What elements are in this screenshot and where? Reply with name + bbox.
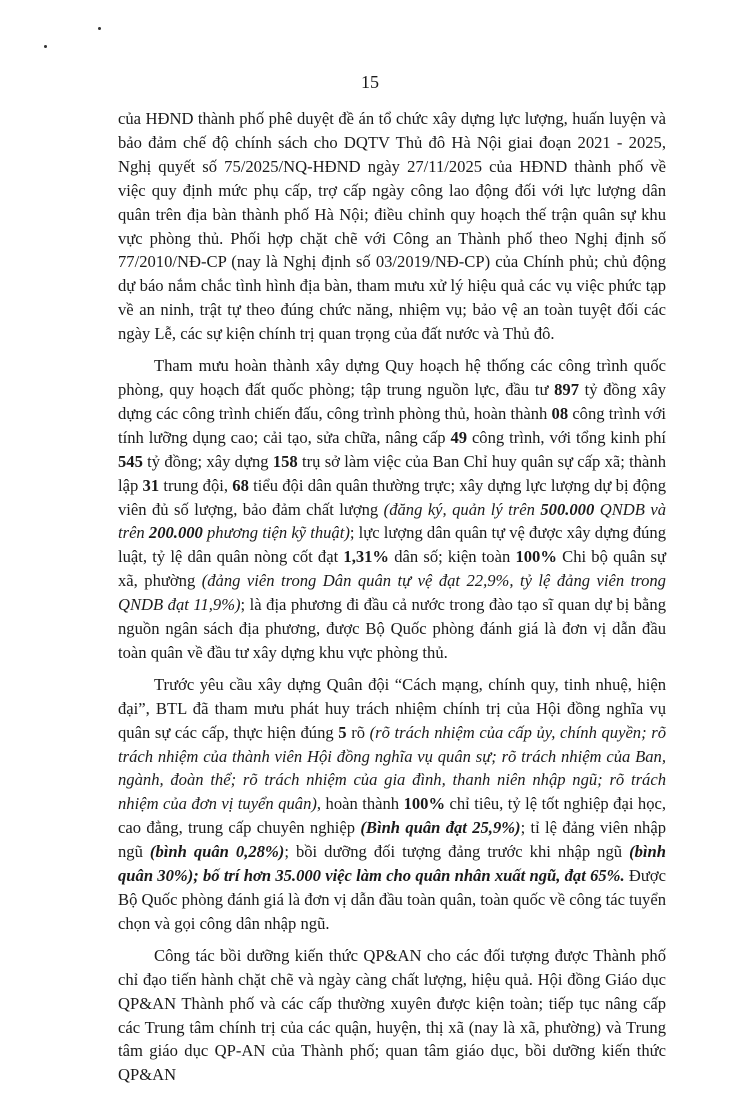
text-run: Chi bộ quân sự xã, phường [118, 547, 666, 591]
text-run: 545 [118, 451, 143, 471]
text-run: 08 [551, 403, 569, 423]
paragraph-p3 [118, 673, 666, 936]
text-run: Trước yêu cầu xây dựng Quân đội “Cách mạng, chính quy, tinh nhuệ, hiện đại”, BTL đã tham mưu phát huy trách nhiệm chính trị của Hội đồng nghĩa vụ quân sự các cấp, thực hiện đúng [118, 674, 666, 742]
text-run: Tham mưu hoàn thành xây dựng Quy hoạch hệ thống các công trình quốc phòng, quy hoạch đất quốc phòng; tập trung nguồn lực, đầu tư [118, 356, 666, 399]
text-run: tiểu đội dân quân thường trực; xây dựng lực lượng dự bị động viên đủ số lượng, bảo đảm chất lượng [118, 475, 666, 519]
text-run: 200.000 [148, 523, 203, 543]
text-run: ; là địa phương đi đầu cả nước trong đào tạo sĩ quan dự bị bằng nguồn ngân sách địa phương, được Bộ Quốc phòng đánh giá là đơn vị dẫn đầu toàn quân về đầu tư xây dựng khu vực phòng thủ. [118, 595, 666, 662]
text-run: công trình, với tổng kinh phí [467, 427, 666, 447]
text-run: ; bồi dưỡng đối tượng đảng trước khi nhập ngũ [284, 842, 630, 862]
text-run: dân số; kiện toàn [389, 547, 516, 567]
page-number: 15 [361, 72, 379, 92]
text-run: của HĐND thành phố phê duyệt đề án tổ chức xây dựng lực lượng, huấn luyện và bảo đảm chế độ chính sách cho DQTV Thủ đô Hà Nội giai đoạn 2021 - 2025, Nghị quyết số 75/2025/NQ-HĐND ngày 27/11/2025 của HĐND thành phố về việc quy định mức phụ cấp, trợ cấp ngày công lao động đối với lực lượng dân quân trên địa bàn thành phố Hà Nội; điều chỉnh quy hoạch thế trận quân sự khu vực phòng thủ. Phối hợp chặt chẽ với Công an Thành phố theo Nghị định số 77/2010/NĐ-CP (nay là Nghị định số 03/2019/NĐ-CP) của Chính phủ; chủ động dự báo nắm chắc tình hình địa bàn, tham mưu xử lý hiệu quả các vụ việc phức tạp về an ninh, trật tự theo đúng chức năng, nhiệm vụ; bảo vệ an toàn tuyệt đối các ngày Lễ, các sự kiện chính trị quan trọng của đất nước và Thủ đô. [118, 109, 666, 344]
text-run: 31 [142, 475, 160, 495]
text-run: (rõ trách nhiệm của cấp ủy, chính quyền; rõ trách nhiệm của thành viên Hội đồng nghĩa vụ quân sự; rõ trách nhiệm của Ban, ngành, đoàn thể; rõ trách nhiệm của gia đình, thanh niên nhập ngũ; rõ trách nhiệm của đơn vị tuyển quân) [118, 722, 666, 814]
text-run: tỷ đồng xây dựng các công trình chiến đấu, công trình phòng thủ, hoàn thành [118, 379, 667, 423]
text-run: QNDB và trên [118, 499, 666, 543]
text-run: 100% [403, 794, 446, 814]
text-run: trung đội, [159, 475, 233, 495]
text-run: 100% [515, 547, 557, 567]
text-run: phương tiện kỹ thuật) [202, 523, 350, 543]
text-run: (đăng ký, quản lý trên [383, 499, 541, 519]
text-run: Được Bộ Quốc phòng đánh giá là đơn vị dẫn đầu toàn quân, toàn quốc về công tác tuyển chọn và gọi công dân nhập ngũ. [118, 866, 666, 933]
text-run: rõ [346, 722, 370, 742]
scan-speck [98, 27, 101, 30]
text-run: ; bố trí hơn 35.000 việc làm cho quân nhân xuất ngũ, đạt 65%. [193, 866, 625, 886]
paragraph-p2 [118, 354, 666, 665]
body-text [118, 107, 666, 1095]
text-run: 68 [232, 475, 249, 495]
text-run: Công tác bồi dưỡng kiến thức QP&AN cho các đối tượng được Thành phố chỉ đạo tiến hành chặt chẽ và ngày càng chất lượng, hiệu quả. Hội đồng Giáo dục QP&AN Thành phố và các cấp thường xuyên được kiện toàn; tiếp tục nâng cấp các Trung tâm chính trị của các quận, huyện, thị xã (nay là xã, phường) và Trung tâm giáo dục QP-AN của Thành phố; quan tâm giáo dục, bồi dưỡng kiến thức QP&AN [118, 945, 666, 1085]
text-run: 158 [272, 451, 298, 471]
text-run: 5 [338, 722, 347, 742]
text-run: chỉ tiêu, tỷ lệ tốt nghiệp đại học, cao đẳng, trung cấp chuyên nghiệp [118, 794, 667, 838]
text-run: (đảng viên trong Dân quân tự vệ đạt 22,9%, tỷ lệ đảng viên trong QNDB đạt 11,9%) [118, 571, 666, 615]
paragraph-p4 [118, 944, 666, 1087]
text-run: (bình quân 30%) [118, 842, 666, 886]
scan-speck [44, 45, 47, 48]
text-run: 49 [450, 427, 468, 447]
text-run: trụ sở làm việc của Ban Chỉ huy quân sự cấp xã; thành lập [118, 451, 666, 495]
text-run: 1,31% [343, 547, 390, 567]
text-run: (Bình quân đạt 25,9%) [360, 818, 521, 838]
text-run: tỷ đồng; xây dựng [142, 451, 273, 471]
paragraph-p1 [118, 107, 666, 346]
text-run: công trình với tính lưỡng dụng cao; cải tạo, sửa chữa, nâng cấp [118, 403, 666, 447]
text-run: ; tỉ lệ đảng viên nhập ngũ [118, 818, 666, 862]
text-run: , hoàn thành [316, 794, 404, 814]
text-run: ; lực lượng dân quân tự vệ được xây dựng đúng luật, tỷ lệ dân quân nòng cốt đạt [118, 523, 667, 567]
text-run: 897 [554, 379, 579, 399]
text-run: (bình quân 0,28%) [149, 842, 285, 862]
text-run: 500.000 [540, 499, 595, 519]
